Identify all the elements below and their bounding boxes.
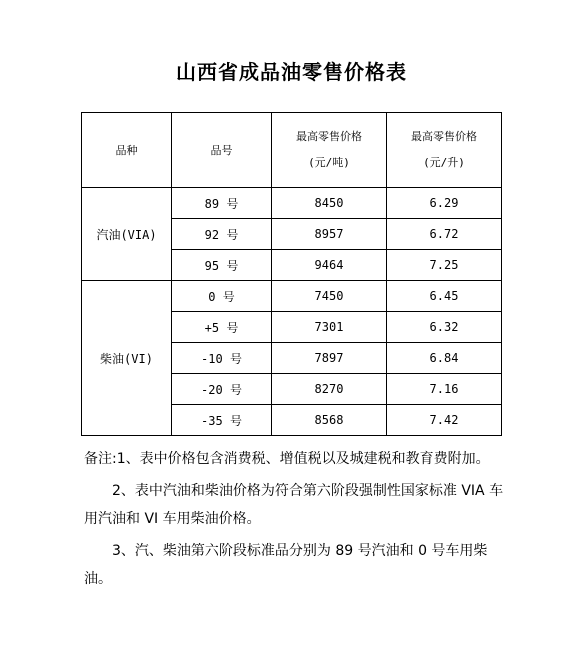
price-per-ton-cell: 8450 [272, 188, 387, 219]
note-2: 2、表中汽油和柴油价格为符合第六阶段强制性国家标准 VIA 车用汽油和 VI 车用柴油价格。 [84, 483, 504, 527]
notes-section [84, 445, 504, 597]
price-per-liter-cell: 6.29 [387, 188, 502, 219]
note-1: 备注:1、表中价格包含消费税、增值税以及城建税和教育费附加。 [84, 451, 490, 467]
page-title: 山西省成品油零售价格表 [176, 60, 407, 84]
header-price-per-ton-unit: (元/吨) [308, 156, 350, 169]
grade-cell: -35 号 [172, 405, 272, 436]
table-header-row [82, 113, 502, 188]
price-per-ton-cell: 7301 [272, 312, 387, 343]
header-price-per-ton [272, 113, 387, 188]
price-per-ton-cell: 8957 [272, 219, 387, 250]
header-price-per-liter-label: 最高零售价格 [411, 130, 477, 143]
header-grade: 品号 [172, 113, 272, 188]
category-diesel: 柴油(VI) [82, 281, 172, 436]
price-per-liter-cell: 7.25 [387, 250, 502, 281]
price-per-liter-cell: 6.72 [387, 219, 502, 250]
table-row [82, 188, 502, 219]
price-per-ton-cell: 9464 [272, 250, 387, 281]
category-gasoline: 汽油(VIA) [82, 188, 172, 281]
price-per-ton-cell: 7897 [272, 343, 387, 374]
note-3: 3、汽、柴油第六阶段标准品分别为 89 号汽油和 0 号车用柴油。 [84, 543, 488, 587]
price-per-liter-cell: 6.45 [387, 281, 502, 312]
grade-cell: 0 号 [172, 281, 272, 312]
grade-cell: -10 号 [172, 343, 272, 374]
price-table [81, 112, 502, 436]
price-per-ton-cell: 8270 [272, 374, 387, 405]
header-price-per-ton-label: 最高零售价格 [296, 130, 362, 143]
price-per-ton-cell: 7450 [272, 281, 387, 312]
price-per-ton-cell: 8568 [272, 405, 387, 436]
price-per-liter-cell: 7.42 [387, 405, 502, 436]
price-per-liter-cell: 6.84 [387, 343, 502, 374]
table-row [82, 281, 502, 312]
header-category: 品种 [82, 113, 172, 188]
price-per-liter-cell: 7.16 [387, 374, 502, 405]
grade-cell: 95 号 [172, 250, 272, 281]
grade-cell: 89 号 [172, 188, 272, 219]
grade-cell: -20 号 [172, 374, 272, 405]
price-per-liter-cell: 6.32 [387, 312, 502, 343]
header-price-per-liter-unit: (元/升) [423, 156, 465, 169]
grade-cell: 92 号 [172, 219, 272, 250]
grade-cell: +5 号 [172, 312, 272, 343]
header-price-per-liter [387, 113, 502, 188]
